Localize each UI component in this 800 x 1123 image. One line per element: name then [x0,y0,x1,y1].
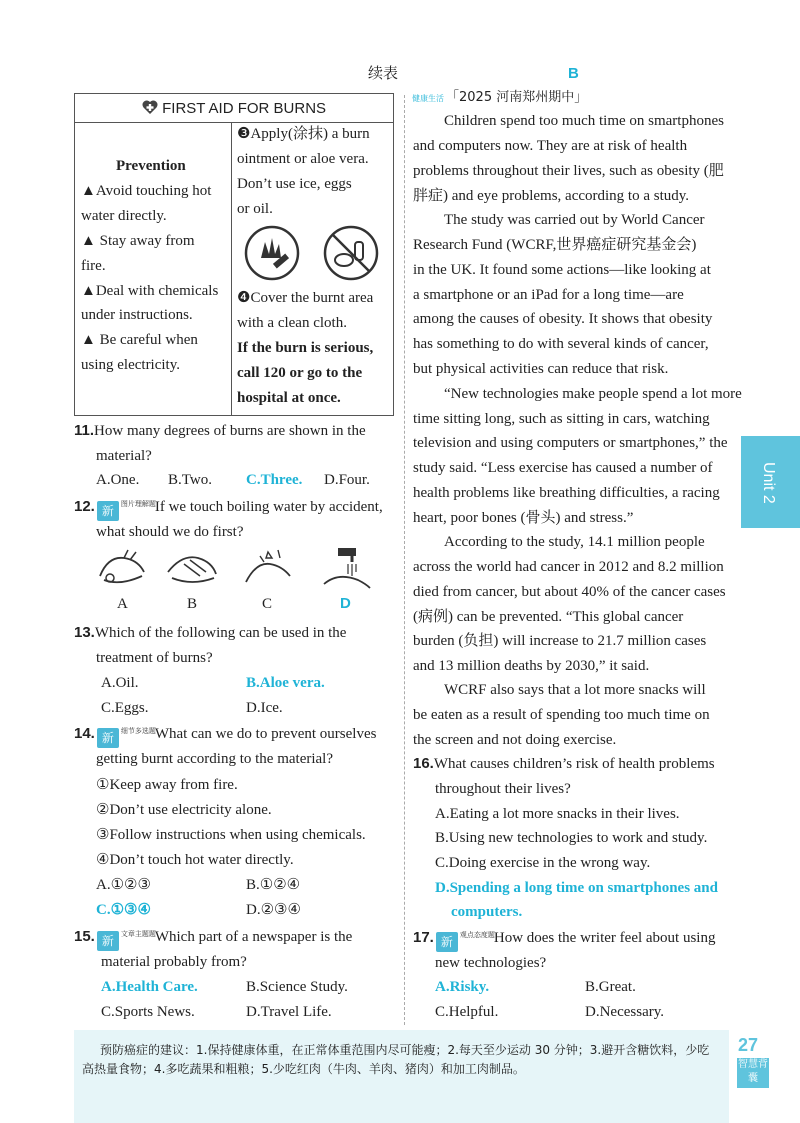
q11-number: 11. [74,422,95,439]
question-15 [74,927,352,951]
q17-option-c[interactable]: C.Helpful. [435,1004,499,1020]
wisdom-logo: 智慧背囊 [737,1058,769,1088]
question-16 [413,754,715,774]
q14-option-c[interactable]: C.①③④ [96,902,151,918]
q15-option-d[interactable]: D.Travel Life. [246,1004,332,1020]
bandage-hand-icon [164,546,220,595]
passage-line: time sitting long, such as sitting in cars, watching [413,411,710,427]
q11-text: How many degrees of burns are shown in the [94,423,366,439]
prevention-line: water directly. [81,208,167,224]
first-aid-icon [142,99,158,115]
q15-text: Which part of a newspaper is the [154,929,353,945]
passage-line: has something to do with several kinds of cancer, [413,336,709,352]
column-divider [404,95,405,1025]
no-ice-eggs-icon [322,224,380,287]
step4-line: with a clean cloth. [237,315,347,331]
passage-line: a smartphone or an iPad for a long time—are [413,287,684,303]
step3-line: ointment or aloe vera. [237,151,369,167]
passage-line: According to the study, 14.1 million people [444,534,705,550]
q13-option-d[interactable]: D.Ice. [246,700,283,716]
q17-text-2: new technologies? [435,955,547,971]
section-letter: B [568,65,579,82]
q12-pic-label-a[interactable]: A [117,596,128,612]
q12-pic-label-c[interactable]: C [262,596,273,612]
serious-line: call 120 or go to the [237,365,363,381]
prevention-line: under instructions. [81,307,193,323]
q12-pic-label-d[interactable]: D [340,595,351,612]
passage-line: be eaten as a result of spending too much time on [413,707,710,723]
passage-line: 胖症) and eye problems, according to a study. [413,188,690,204]
q13-text-2: treatment of burns? [96,650,213,666]
passage-line: health problems like breathing difficulties, a racing [413,485,720,501]
prevention-line: ▲ Stay away from [81,233,195,249]
q13-option-a[interactable]: A.Oil. [101,675,139,691]
q15-text-2: material probably from? [101,954,247,970]
q16-option-c[interactable]: C.Doing exercise in the wrong way. [435,855,651,871]
q11-option-b[interactable]: B.Two. [168,472,212,488]
passage-line: burden (负担) will increase to 21.7 million cases [413,633,707,649]
unit-side-tab[interactable] [741,436,800,528]
serious-line: hospital at once. [237,390,341,406]
q14-item-2: ②Don’t use electricity alone. [96,802,272,818]
q13-number: 13. [74,624,95,641]
q15-tag-sub: 文章主题题 [120,930,156,938]
q13-text: Which of the following can be used in the [94,625,347,641]
new-badge-icon: 新 细节多选题 [97,728,119,748]
q14-option-b[interactable]: B.①②④ [246,877,301,893]
q12-tag-sub: 图片理解题 [120,500,156,508]
passage-line: in the UK. It found some actions—like looking at [413,262,711,278]
q16-text-2: throughout their lives? [435,781,571,797]
prevention-heading: Prevention [116,158,186,174]
passage-line: across the world had cancer in 2012 and 8.2 million [413,559,724,575]
q14-number: 14. [74,725,95,742]
table-title-cell [75,94,394,123]
passage-line: problems throughout their lives, such as obesity (肥 [413,163,724,179]
passage-line: among the causes of obesity. It shows that obesity [413,311,713,327]
passage-line: The study was carried out by World Cancer [444,212,705,228]
passage-line: Research Fund (WCRF,世界癌症研究基金会) [413,237,697,253]
q15-option-b[interactable]: B.Science Study. [246,979,348,995]
passage-line: and 13 million deaths by 2030,” it said. [413,658,650,674]
q17-option-d[interactable]: D.Necessary. [585,1004,664,1020]
new-badge-icon: 新 观点态度题 [436,932,458,952]
question-12 [74,497,383,521]
question-14 [74,724,376,748]
passage-line: died from cancer, but about 40% of the cancer cases [413,584,726,600]
q12-text: If we touch boiling water by accident, [154,499,383,515]
passage-line: WCRF also says that a lot more snacks will [444,682,706,698]
passage-line: television and using computers or smartphones,” the [413,435,728,451]
q14-option-d[interactable]: D.②③④ [246,902,301,918]
q14-item-4: ④Don’t touch hot water directly. [96,852,294,868]
new-badge-icon: 新 图片理解题 [97,501,119,521]
running-water-icon [318,546,374,595]
source-label-badge: 健康生活 [412,94,444,103]
q11-option-c[interactable]: C.Three. [246,472,303,488]
q17-option-a[interactable]: A.Risky. [435,979,490,995]
q12-pic-label-b[interactable]: B [187,596,198,612]
passage-line: Children spend too much time on smartphones [444,113,724,129]
passage-line: the screen and not doing exercise. [413,732,617,748]
q16-option-d-cont[interactable]: computers. [451,904,523,920]
q17-number: 17. [413,929,434,946]
q16-number: 16. [413,755,434,772]
q14-item-3: ③Follow instructions when using chemicals. [96,827,366,843]
q13-option-c[interactable]: C.Eggs. [101,700,149,716]
q11-text-2: material? [96,448,152,464]
ice-hand-icon [240,546,296,595]
serious-line: If the burn is serious, [237,340,374,356]
q16-option-b[interactable]: B.Using new technologies to work and study. [435,830,708,846]
step4-line: ❹Cover the burnt area [237,290,374,306]
prevention-line: ▲Avoid touching hot [81,183,212,199]
prevention-line: ▲Deal with chemicals [81,283,219,299]
tip-line: 高热量食物；4.多吃蔬果和粗粮；5.少吃红肉（牛肉、羊肉、猪肉）和加工肉制品。 [82,1062,525,1076]
passage-source [412,88,587,109]
question-11 [74,421,366,441]
aloe-ointment-icon [243,224,301,287]
q11-option-d[interactable]: D.Four. [324,472,370,488]
prevention-line: ▲ Be careful when [81,332,198,348]
passage-line: (病例) can be prevented. “This global cancer [413,609,684,625]
q17-text: How does the writer feel about using [493,930,716,946]
tip-line: 预防癌症的建议：1.保持健康体重，在正常体重范围内尽可能瘦；2.每天至少运动 30 分钟；3.避开含糖饮料，少吃 [100,1043,710,1057]
q12-text-2: what should we do first? [96,524,244,540]
q12-number: 12. [74,498,95,515]
q17-option-b[interactable]: B.Great. [585,979,636,995]
page-number: 27 [738,1035,759,1055]
question-13 [74,623,346,643]
q14-tag-sub: 细节多选题 [120,727,156,735]
q14-text: What can we do to prevent ourselves [154,726,377,742]
prevention-line: fire. [81,258,106,274]
new-badge-icon: 新 文章主题题 [97,931,119,951]
q16-option-d[interactable]: D.Spending a long time on smartphones and [435,880,718,896]
passage-line: “New technologies make people spend a lot more [444,386,742,402]
step3-line: Don’t use ice, eggs [237,176,352,192]
source-text: 「2025 河南郑州期中」 [446,90,588,105]
passage-line: study said. “Less exercise has caused a number of [413,460,713,476]
q14-item-1: ①Keep away from fire. [96,777,238,793]
unit-label: Unit 2 [760,462,777,504]
q15-option-a[interactable]: A.Health Care. [101,979,198,995]
passage-line: heart, poor bones (骨头) and stress.” [413,510,634,526]
q15-option-c[interactable]: C.Sports News. [101,1004,195,1020]
step3-line: ❸Apply(涂抹) a burn [237,126,370,142]
q15-number: 15. [74,928,95,945]
prevention-line: using electricity. [81,357,180,373]
q16-option-a[interactable]: A.Eating a lot more snacks in their lives. [435,806,680,822]
passage-line: but physical activities can reduce that risk. [413,361,669,377]
wrist-injury-icon [94,546,150,595]
q11-option-a[interactable]: A.One. [96,472,140,488]
q14-option-a[interactable]: A.①②③ [96,877,151,893]
q14-text-2: getting burnt according to the material? [96,751,333,767]
q13-option-b[interactable]: B.Aloe vera. [246,675,325,691]
step3-line: or oil. [237,201,273,217]
q16-text: What causes children’s risk of health problems [433,756,715,772]
question-17 [413,928,715,952]
table-title: FIRST AID FOR BURNS [162,100,327,117]
passage-line: and computers now. They are at risk of health [413,138,688,154]
q17-tag-sub: 观点态度题 [459,931,495,939]
continued-label: 续表 [368,66,399,82]
